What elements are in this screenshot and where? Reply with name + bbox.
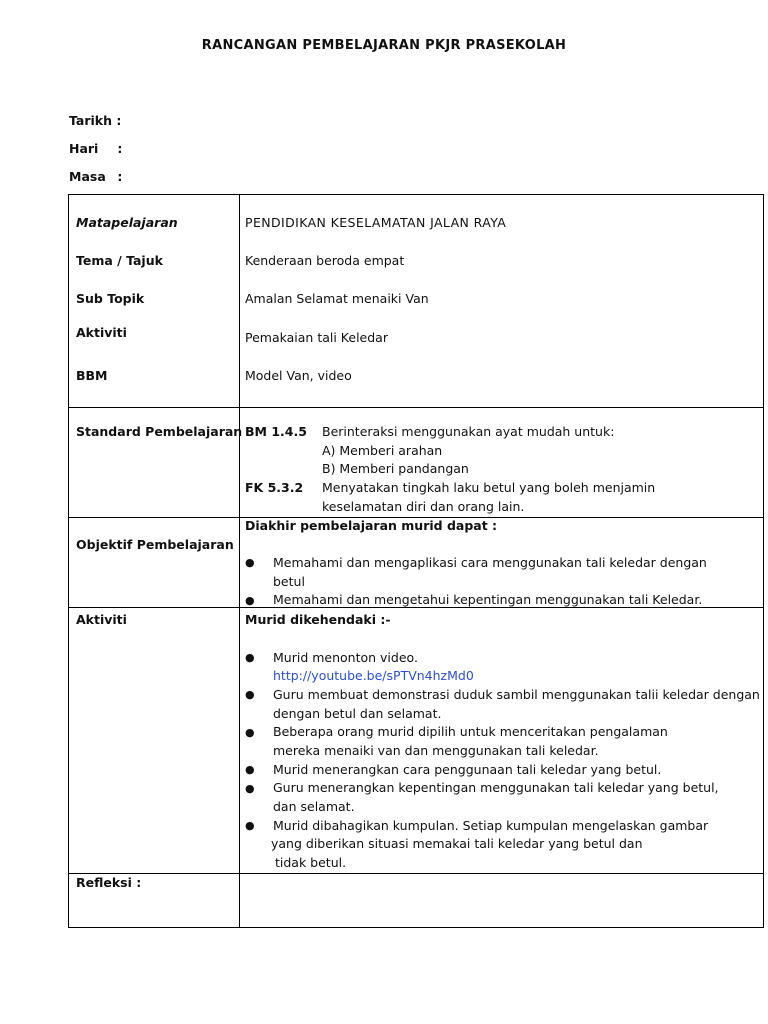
row-aktiviti-value: Pemakaian tali Keledar <box>245 330 388 345</box>
meta-masa <box>69 169 122 184</box>
meta-tarikh-sep: : <box>116 113 122 128</box>
standard-bm-b: B) Memberi pandangan <box>322 461 469 476</box>
standard-bm-code: BM 1.4.5 <box>245 424 307 439</box>
aktiviti2-item-6-line-1: Murid dibahagikan kumpulan. Setiap kumpulan mengelaskan gambar <box>273 818 709 833</box>
row-refleksi-label: Refleksi : <box>76 875 142 890</box>
aktiviti2-item-1-line-1: Murid menonton video. <box>273 650 418 665</box>
aktiviti2-item-6-line-2: yang diberikan situasi memakai tali keledar yang betul dan <box>271 836 643 851</box>
aktiviti2-heading: Murid dikehendaki :- <box>245 612 391 627</box>
objektif-item-1-line-2: betul <box>273 574 305 589</box>
aktiviti2-item-5-line-2: dan selamat. <box>273 799 355 814</box>
meta-hari-label: Hari <box>69 141 99 156</box>
youtube-video-link[interactable]: http://youtube.be/sPTVn4hzMd0 <box>273 668 474 683</box>
row-divider <box>69 607 763 608</box>
row-tema-value: Kenderaan beroda empat <box>245 253 405 268</box>
meta-tarikh <box>69 113 121 128</box>
standard-bm-a: A) Memberi arahan <box>322 443 443 458</box>
row-matapelajaran-label: Matapelajaran <box>76 215 178 230</box>
row-divider <box>69 407 763 408</box>
row-bbm-label: BBM <box>76 368 108 383</box>
standard-bm-text: Berinteraksi menggunakan ayat mudah untuk: <box>322 424 615 439</box>
row-standard-label: Standard Pembelajaran <box>76 424 243 439</box>
row-aktiviti-label: Aktiviti <box>76 325 127 340</box>
meta-masa-label: Masa <box>69 169 106 184</box>
row-bbm-value: Model Van, video <box>245 368 352 383</box>
row-matapelajaran-value: PENDIDIKAN KESELAMATAN JALAN RAYA <box>245 215 507 230</box>
row-aktiviti2-label: Aktiviti <box>76 612 127 627</box>
bullet-icon: ● <box>245 782 255 795</box>
bullet-icon: ● <box>245 726 255 739</box>
row-objektif-label: Objektif Pembelajaran <box>76 537 234 552</box>
bullet-icon: ● <box>245 594 255 607</box>
document-title: RANCANGAN PEMBELAJARAN PKJR PRASEKOLAH <box>201 38 567 53</box>
column-divider <box>239 195 240 927</box>
standard-fk-text-2: keselamatan diri dan orang lain. <box>322 499 525 514</box>
aktiviti2-item-6-line-3: tidak betul. <box>275 855 347 870</box>
aktiviti2-item-4-line-1: Murid menerangkan cara penggunaan tali keledar yang betul. <box>273 762 662 777</box>
standard-fk-code: FK 5.3.2 <box>245 480 304 495</box>
bullet-icon: ● <box>245 688 255 701</box>
aktiviti2-item-5-line-1: Guru menerangkan kepentingan menggunakan tali keledar yang betul, <box>273 780 719 795</box>
bullet-icon: ● <box>245 556 255 569</box>
meta-hari-sep: : <box>117 141 123 156</box>
bullet-icon: ● <box>245 651 255 664</box>
aktiviti2-item-2-line-1: Guru membuat demonstrasi duduk sambil menggunakan talii keledar dengan <box>273 687 760 702</box>
aktiviti2-item-3-line-1: Beberapa orang murid dipilih untuk menceritakan pengalaman <box>273 724 668 739</box>
bullet-icon: ● <box>245 819 255 832</box>
meta-hari <box>69 141 122 156</box>
objektif-item-1-line-1: Memahami dan mengaplikasi cara menggunakan tali keledar dengan <box>273 555 707 570</box>
row-subtopik-label: Sub Topik <box>76 291 145 306</box>
row-subtopik-value: Amalan Selamat menaiki Van <box>245 291 429 306</box>
aktiviti2-item-3-line-2: mereka menaiki van dan menggunakan tali keledar. <box>273 743 599 758</box>
row-tema-label: Tema / Tajuk <box>76 253 163 268</box>
aktiviti2-item-2-line-2: dengan betul dan selamat. <box>273 706 442 721</box>
lesson-plan-table <box>68 194 764 928</box>
row-divider <box>69 873 763 874</box>
meta-tarikh-label: Tarikh <box>69 113 113 128</box>
standard-fk-text-1: Menyatakan tingkah laku betul yang boleh menjamin <box>322 480 656 495</box>
bullet-icon: ● <box>245 763 255 776</box>
objektif-heading: Diakhir pembelajaran murid dapat : <box>245 518 498 533</box>
meta-masa-sep: : <box>117 169 123 184</box>
objektif-item-2-line-1: Memahami dan mengetahui kepentingan menggunakan tali Keledar. <box>273 592 703 607</box>
